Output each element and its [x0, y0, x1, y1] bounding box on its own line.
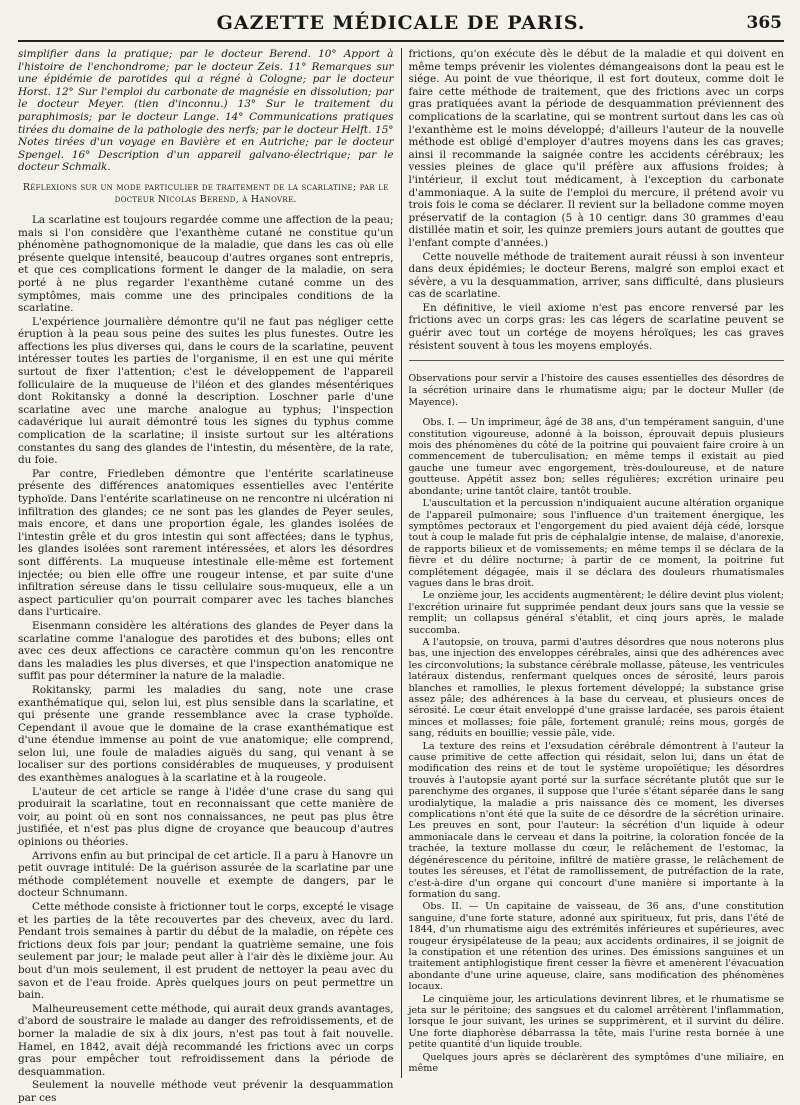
paragraph: frictions, qu'on exécute dès le début de la maladie et qui doivent en même temps prévenir les violentes démangeaisons dont la peau est le siége. Au point de vue théorique, il est fort douteux, comme doit le faire cette méthode de traitement, que des frictions avec un corps gras pratiquées avant la période de desquammation préviennent des complications de la scarlatine, qui se montrent surtout dans les cas où l'exanthème est le moins développé; d'ailleurs l'auteur de la nouvelle méthode est obligé d'employer d'autres moyens dans les cas graves; ainsi il recommande la saignée contre les accidents cérébraux; les vessies pleines de glace qu'il préfère aux affusions froides; à l'intérieur, il exclut tout médicament, à l'exception du carbonate d'ammoniaque. A la suite de l'emploi du mercure, il prétend avoir vu trois fois le coma se déclarer. Il revient sur la belladone comme moyen préservatif de la contagion (5 à 10 centigr. dans 30 grammes d'eau distillée matin et soir, les quinze premiers jours autant de gouttes que l'enfant compte d'années.): [408, 48, 784, 249]
article-heading-scarlatine: Réflexions sur un mode particulier de traitement de la scarlatine; par le docteur Nicolas Berend, à Hanovre.: [22, 181, 389, 205]
journal-title: GAZETTE MÉDICALE DE PARIS.: [216, 12, 586, 34]
paragraph: Seulement la nouvelle méthode veut prévenir la desquammation par ces: [18, 1079, 394, 1104]
paragraph: Cette nouvelle méthode de traitement aurait réussi à son inventeur dans deux épidémies; le docteur Berens, malgré son emploi exact et sévère, a vu la desquammation, arriver, sans difficulté, dans plusieurs cas de scarlatine.: [408, 250, 784, 301]
page-number: 365: [746, 13, 782, 33]
paragraph: Par contre, Friedleben démontre que l'entérite scarlatineuse présente des différences anatomiques essentielles avec l'entérite typhoïde. Dans l'entérite scarlatineuse on ne rencontre ni ulcération ni infiltration des glandes; ce ne sont pas les glandes de Peyer seules, mais encore, et dans une proportion égale, les glandes isolées de l'intestin grêle et du gros intestin qui sont affectées; dans le typhus, les glandes isolées sont rarement intéressées, et alors les désordres sont différents. La muqueuse intestinale elle-même est fortement injectée; ou bien elle offre une rougeur intense, et par suite d'une infiltration séreuse dans le tissu cellulaire sous-muqueux, elle a un aspect particulier qu'on pourrait comparer avec les taches blanches dans l'urticaire.: [18, 467, 394, 619]
observation-paragraph: L'auscultation et la percussion n'indiquaient aucune altération organique de l'appareil pulmonaire; sous l'influence d'un traitement énergique, les symptômes pectoraux et l'engorgement du pied avaient déjà cédé, lorsque tout à coup le malade fut pris de céphalalgie intense, de malaise, d'anorexie, de rapports bilieux et de vomissements; en même temps il se déclara de la fièvre et du délire nocturne; à partir de ce moment, la poitrine fut complétement dégagée, mais il se déclara des douleurs rhumatismales vagues dans le bras droit.: [408, 498, 784, 589]
paragraph: Eisenmann considère les altérations des glandes de Peyer dans la scarlatine comme l'analogue des parotides et des bubons; elles ont avec ces deux affections ce caractère commun qu'on les rencontre dans les maladies les plus diverses, et que l'inspection anatomique ne suffit pas pour déterminer la nature de la maladie.: [18, 619, 394, 683]
paragraph: Malheureusement cette méthode, qui aurait deux grands avantages, d'abord de soustraire le malade au danger des refroidissements, et de borner la maladie de six à dix jours, n'est pas tout à fait nouvelle. Hamel, en 1842, avait déjà recommandé les frictions avec un corps gras pour empêcher tout refroidissement dans la période de desquammation.: [18, 1002, 394, 1078]
observation-paragraph: Quelques jours après se déclarèrent des symptômes d'une miliaire, en même: [408, 1051, 784, 1074]
observation-paragraph: Le cinquième jour, les articulations devinrent libres, et le rhumatisme se jeta sur le péritoine; des sangsues et du calomel arrêtèrent l'inflammation, lorsque le jour suivant, les urines se supprimèrent, et il survint du délire. Une forte diaphorèse débarrassa la tête, mais l'urine resta bornée à une petite quantité d'un liquide trouble.: [408, 993, 784, 1051]
paragraph: Rokitansky, parmi les maladies du sang, note une crase exanthématique qui, selon lui, est plus sensible dans la scarlatine, et qui présente une grande ressemblance avec la crase typhoïde. Cependant il avoue que le domaine de la crase exanthématique est d'une étendue immense au point de vue anatomique; elle comprend, selon lui, une foule de maladies aiguës du sang, qui venant à se localiser sur des portions considérables de muqueuses, y produisent des exanthèmes analogues à la scarlatine et à la rougeole.: [18, 683, 394, 785]
observation-paragraph: La texture des reins et l'exsudation cérébrale démontrent à l'auteur la cause primitive de cette affection qui résidait, selon lui, dans un état de modification des reins et de tout le système uropoïétique; les désordres trouvés à l'autopsie ayant porté sur la surface sécrétante plutôt que sur le parenchyme des organes, il suppose que l'urée s'étant séparée dans le sang urodialytique, la maladie a pris naissance dès ce moment, les diverses complications n'ont été que la suite de ce désordre de la sécrétion urinaire. Les preuves en sont, pour l'auteur: la sécrétion d'un liquide à odeur ammoniacale dans le cerveau et dans la poitrine, la coloration foncée de la trachée, la texture mollasse du cœur, le relâchement de l'estomac, la dégénérescence du péritoine, infiltré de matière grasse, le relâchement de toutes les séreuses, et l'état de ramollissement, de putréfaction de la rate, c'est-à-dire d'un organe qui concourt d'une manière si importante à la formation du sang.: [408, 740, 784, 900]
newspaper-page: [18, 6, 784, 1104]
section-separator: [409, 360, 785, 361]
left-column: [18, 48, 401, 1104]
contents-list: simplifier dans la pratique; par le docteur Berend. 10° Apport à l'histoire de l'enchondrome; par le docteur Zeis. 11° Remarques sur une épidémie de parotides qui a régné à Cologne; par le docteur Horst. 12° Sur l'emploi du carbonate de magnésie en dissolution; par le docteur Meyer. (tien d'inconnu.) 13° Sur le traitement du paraphimosis; par le docteur Lange. 14° Communications pratiques tirées du domaine de la pathologie des nerfs; par le docteur Helft. 15° Notes tirées d'un voyage en Bavière et en Autriche; par le docteur Spengel. 16° Description d'un appareil galvano-électrique; par le docteur Schmalk.: [18, 48, 394, 174]
right-column: [402, 48, 785, 1078]
observation-paragraph: Obs. I. — Un imprimeur, âgé de 38 ans, d'un tempérament sanguin, d'une constitution vigoureuse, adonné à la boisson, éprouvait depuis plusieurs mois des phénomènes du côté de la poitrine qui pouvaient faire croire à un commencement de tuberculisation; en même temps il existait au pied gauche une tumeur avec engorgement, très-douloureuse, et de nature goutteuse. Appétit assez bon; selles régulières; excrétion urinaire peu abondante; urine tantôt claire, tantôt trouble.: [408, 417, 784, 497]
observation-paragraph: A l'autopsie, on trouva, parmi d'autres désordres que nous noterons plus bas, une injection des enveloppes cérébrales, ainsi que des adhérences avec les circonvolutions; la substance cérébrale mollasse, pâteuse, les ventricules latéraux distendus, renfermant quelques onces de sérosité, leurs parois blanches et ramollies, le plexus fortement développé; la substance grise assez pâle; des adhérences à la base du cerveau, et plusieurs onces de sérosité. Le cœur était enveloppé d'une graisse lardacée, ses parois étaient minces et mollasses; foie pâle, fortement granulé; reins mous, gorgés de sang, réduits en bouillie; vessie pâle, vide.: [408, 636, 784, 740]
paragraph: L'expérience journalière démontre qu'il ne faut pas négliger cette éruption à la peau sous peine des suites les plus funestes. Outre les affections les plus diverses qui, dans le cours de la scarlatine, peuvent intéresser toutes les parties de l'organisme, il en est une qui mérite surtout de fixer l'attention; c'est le développement de l'appareil folliculaire de la muqueuse de l'iléon et des glandes mésentériques dont Rokitansky a donné la description. Loschner parle d'une scarlatine avec une marche analogue au typhus; l'inspection cadavérique lui aurait démontré tous les signes du typhus comme complication de la scarlatine; il insiste surtout sur les altérations constantes du sang des glandes de l'intestin, du mésentère, de la rate, du foie.: [18, 315, 394, 467]
paragraph: L'auteur de cet article se range à l'idée d'une crase du sang qui produirait la scarlatine, tout en reconnaissant que cette manière de voir, au point où en sont nos connaissances, ne peut pas plus être justifiée, et n'est pas plus digne de croyance que beaucoup d'autres opinions ou théories.: [18, 785, 394, 849]
paragraph: En définitive, le vieil axiome n'est pas encore renversé par les frictions avec un corps gras: les cas légers de scarlatine peuvent se guérir avec tout un cortége de moyens héroïques; les cas graves résistent souvent à tous les moyens employés.: [408, 301, 784, 352]
observation-paragraph: Le onzième jour, les accidents augmentèrent; le délire devint plus violent; l'excrétion urinaire fut supprimée pendant deux jours sans que la vessie se remplit; un collapsus général s'établit, et cinq jours après, le malade succomba.: [408, 590, 784, 636]
columns: [18, 48, 784, 1104]
article-heading-urinaire: Observations pour servir a l'histoire des causes essentielles des désordres de la sécrétion urinaire dans le rhumatisme aigu; par le docteur Muller (de Mayence).: [408, 373, 784, 409]
paragraph: Cette méthode consiste à frictionner tout le corps, excepté le visage et les parties de la tête recouvertes par des cheveux, avec du lard. Pendant trois semaines à partir du début de la maladie, on répète ces frictions deux fois par jour; pendant la quatrième semaine, une fois seulement par jour; le malade peut aller à l'air dès le dixième jour. Au bout d'un mois seulement, il est prudent de nettoyer la peau avec du savon et de l'eau froide. Après quelques jours on peut permettre un bain.: [18, 901, 394, 1002]
page-header: [18, 6, 784, 42]
paragraph: Arrivons enfin au but principal de cet article. Il a paru à Hanovre un petit ouvrage intitulé: De la guérison assurée de la scarlatine par une méthode complétement nouvelle et exempte de dangers, par le docteur Schnumann.: [18, 849, 394, 900]
observation-paragraph: Obs. II. — Un capitaine de vaisseau, de 36 ans, d'une constitution sanguine, d'une forte stature, adonné aux spiritueux, fut pris, dans l'été de 1844, d'un rhumatisme aigu des extrémités inférieures et supérieures, avec rougeur érysipélateuse de la peau; aux accidents ordinaires, il se joignit de la constipation et une rétention des urines. Des émissions sanguines et un traitement antiphlogistique firent cesser la fièvre et amenèrent l'évacuation abondante d'une urine aqueuse, claire, sans modification des phénomènes locaux.: [408, 901, 784, 993]
paragraph: La scarlatine est toujours regardée comme une affection de la peau; mais si l'on considère que l'exanthème cutané ne constitue qu'un phénomène pathognomonique de la maladie, que dans les cas où elle présente quelque intensité, beaucoup d'autres organes sont entrepris, et que ces complications forment le danger de la maladie, on sera porté à ne plus regarder l'exanthème cutané comme un des symptômes, mais comme une des principales conditions de la scarlatine.: [18, 213, 394, 315]
